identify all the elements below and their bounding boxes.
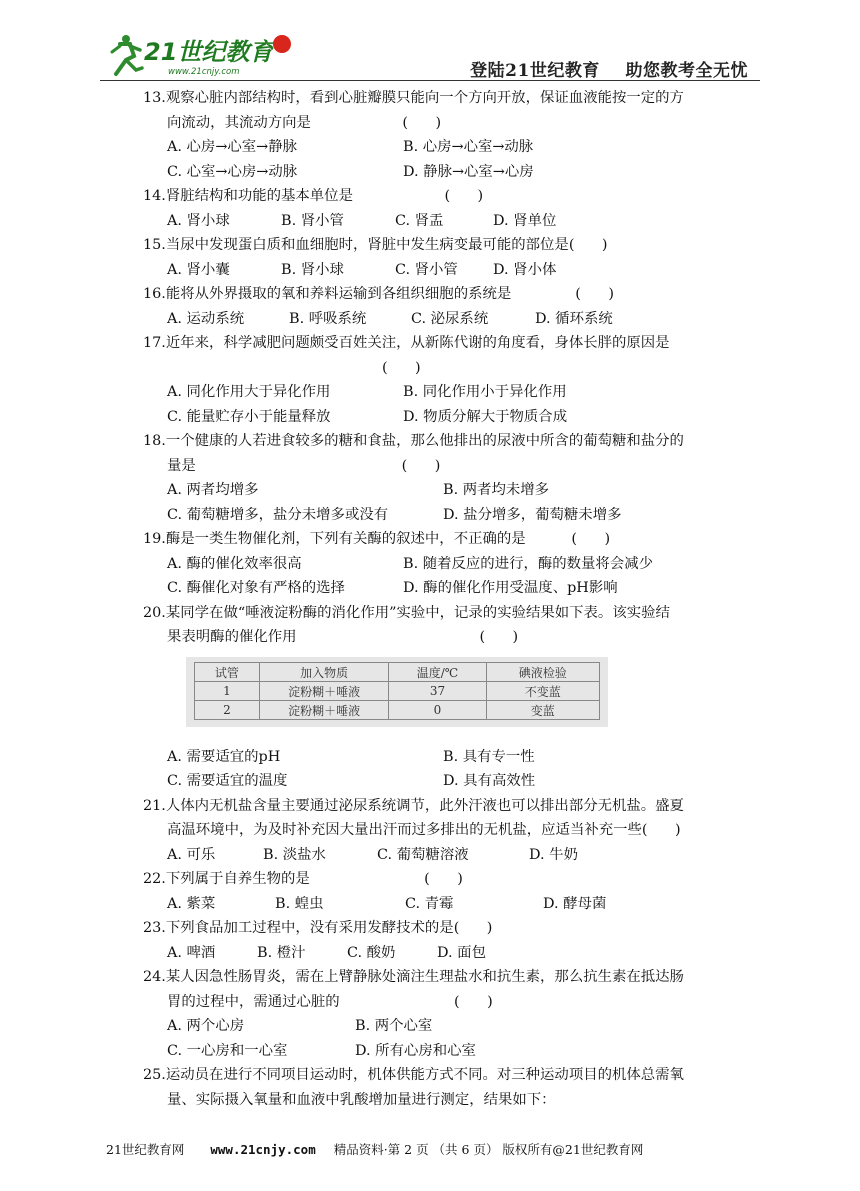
- logo: [106, 30, 306, 80]
- experiment-table: [194, 662, 600, 720]
- table-header-row: [195, 663, 600, 682]
- option-row: [143, 258, 763, 283]
- question-block: [143, 233, 763, 282]
- answer-option[interactable]: B. 同化作用小于异化作用: [403, 384, 567, 400]
- logo-wordmark: 21世纪教育: [144, 38, 274, 66]
- experiment-table-image: [186, 657, 608, 727]
- option-row: [143, 160, 763, 185]
- answer-option[interactable]: D. 肾单位: [493, 212, 557, 229]
- answer-option[interactable]: B. 呼吸系统: [289, 310, 367, 327]
- table-header: 试管: [195, 663, 260, 682]
- logo-url: www.21cnjy.com: [168, 67, 240, 77]
- answer-option[interactable]: A. 肾小球: [167, 212, 230, 229]
- table-cell: 淀粉糊＋唾液: [259, 682, 389, 701]
- page-footer: [106, 1140, 643, 1158]
- table-cell: 2: [195, 701, 260, 720]
- question-block: [143, 1063, 763, 1112]
- answer-option[interactable]: D. 酵母菌: [543, 895, 607, 912]
- option-row: [143, 843, 763, 868]
- answer-option[interactable]: C. 青霉: [405, 895, 454, 912]
- option-row: [143, 135, 763, 160]
- question-block: [143, 282, 763, 331]
- answer-option[interactable]: A. 两者均增多: [167, 482, 259, 498]
- question-stem-continued: 高温环境中，为及时补充因大量出汗而过多排出的无机盐，应适当补充一些( ): [167, 822, 681, 838]
- question-stem: 21.人体内无机盐含量主要通过泌尿系统调节，此外汗液也可以排出部分无机盐。盛夏: [143, 797, 684, 814]
- question-block: [143, 184, 763, 233]
- question-block: [143, 965, 763, 1063]
- runner-icon: [112, 35, 142, 74]
- answer-option[interactable]: B. 肾小球: [281, 261, 344, 278]
- answer-option[interactable]: A. 两个心房: [167, 1018, 245, 1034]
- table-cell: 淀粉糊＋唾液: [259, 701, 389, 720]
- answer-option[interactable]: B. 淡盐水: [263, 846, 326, 863]
- table-header: 温度/℃: [389, 663, 486, 682]
- answer-option[interactable]: D. 静脉→心室→心房: [403, 163, 534, 180]
- option-row: [143, 380, 763, 405]
- question-block: [143, 86, 763, 184]
- header-divider: [100, 80, 760, 81]
- option-row: [143, 892, 763, 917]
- answer-option[interactable]: B. 肾小管: [281, 212, 344, 229]
- answer-option[interactable]: C. 能量贮存小于能量释放: [167, 408, 331, 425]
- question-stem: 25.运动员在进行不同项目运动时，机体供能方式不同。对三种运动项目的机体总需氧: [143, 1067, 684, 1083]
- answer-option[interactable]: B. 蝗虫: [275, 895, 324, 912]
- answer-option[interactable]: D. 循环系统: [535, 310, 613, 327]
- answer-option[interactable]: C. 肾盂: [395, 212, 444, 229]
- page-header: [0, 0, 860, 84]
- question-stem-continued: 量是 ( ): [167, 457, 441, 474]
- option-row: [143, 503, 763, 528]
- question-stem: 17.近年来，科学减肥问题颇受百姓关注，从新陈代谢的角度看，身体长胖的原因是: [143, 335, 670, 351]
- option-row: [143, 552, 763, 577]
- option-row: [143, 769, 763, 794]
- answer-option[interactable]: A. 啤酒: [167, 944, 216, 961]
- option-row: [143, 209, 763, 234]
- answer-option[interactable]: A. 运动系统: [167, 310, 245, 327]
- option-row: [143, 941, 763, 966]
- option-row: [143, 307, 763, 332]
- answer-option[interactable]: B. 随着反应的进行，酶的数量将会减少: [403, 555, 653, 572]
- option-row: [143, 478, 763, 503]
- question-block: [143, 527, 763, 601]
- answer-option[interactable]: D. 牛奶: [529, 846, 578, 863]
- question-stem: 16.能将从外界摄取的氧和养料运输到各组织细胞的系统是 ( ): [143, 286, 614, 302]
- answer-option[interactable]: D. 具有高效性: [443, 773, 536, 789]
- question-stem: 23.下列食品加工过程中，没有采用发酵技术的是( ): [143, 920, 493, 936]
- question-block: [143, 429, 763, 527]
- answer-option[interactable]: A. 酶的催化效率很高: [167, 555, 302, 572]
- answer-option[interactable]: B. 两个心室: [355, 1018, 433, 1034]
- option-row: [143, 576, 763, 601]
- answer-option[interactable]: D. 所有心房和心室: [355, 1042, 476, 1059]
- question-stem: 14.肾脏结构和功能的基本单位是 ( ): [143, 188, 484, 204]
- table-header: 加入物质: [259, 663, 389, 682]
- answer-option[interactable]: C. 葡萄糖溶液: [377, 846, 469, 863]
- answer-option[interactable]: C. 心室→心房→动脉: [167, 163, 298, 180]
- answer-option[interactable]: C. 酶催化对象有严格的选择: [167, 580, 345, 596]
- answer-option[interactable]: B. 橙汁: [257, 944, 306, 961]
- answer-option[interactable]: B. 具有专一性: [443, 748, 535, 765]
- table-cell: 0: [389, 701, 486, 720]
- option-row: [143, 405, 763, 430]
- question-list: [143, 86, 763, 1112]
- question-stem: 15.当尿中发现蛋白质和血细胞时，肾脏中发生病变最可能的部位是( ): [143, 237, 608, 253]
- table-cell: 不变蓝: [486, 682, 599, 701]
- answer-option[interactable]: D. 盐分增多，葡萄糖未增多: [443, 506, 622, 523]
- answer-option[interactable]: C. 泌尿系统: [411, 310, 489, 327]
- answer-option[interactable]: D. 肾小体: [493, 261, 557, 278]
- answer-option[interactable]: A. 心房→心室→静脉: [167, 139, 298, 155]
- question-block: [143, 745, 763, 794]
- question-stem-continued: 果表明酶的催化作用 ( ): [167, 629, 519, 645]
- option-row: [143, 1039, 763, 1064]
- answer-option[interactable]: B. 心房→心室→动脉: [403, 139, 534, 155]
- question-block: [143, 794, 763, 868]
- answer-option[interactable]: A. 同化作用大于异化作用: [167, 384, 331, 400]
- question-stem: 19.酶是一类生物催化剂，下列有关酶的叙述中，不正确的是 ( ): [143, 531, 611, 547]
- answer-option[interactable]: C. 一心房和一心室: [167, 1042, 288, 1059]
- question-block: [143, 916, 763, 965]
- answer-option[interactable]: C. 肾小管: [395, 261, 458, 278]
- table-row: [195, 701, 600, 720]
- footer-url[interactable]: www.21cnjy.com: [210, 1142, 316, 1157]
- question-stem-continued: 向流动，其流动方向是 ( ): [167, 114, 442, 131]
- question-stem: 20.某同学在做“唾液淀粉酶的消化作用”实验中，记录的实验结果如下表。该实验结: [143, 604, 670, 621]
- answer-option[interactable]: A. 肾小囊: [167, 261, 230, 278]
- answer-option[interactable]: C. 需要适宜的温度: [167, 773, 288, 789]
- question-stem: 13.观察心脏内部结构时，看到心脏瓣膜只能向一个方向开放，保证血液能按一定的方: [143, 90, 684, 106]
- option-row: [143, 745, 763, 770]
- question-stem: 24.某人因急性肠胃炎，需在上臂静脉处滴注生理盐水和抗生素，那么抗生素在抵达肠: [143, 969, 684, 985]
- answer-option[interactable]: B. 两者均未增多: [443, 482, 550, 498]
- footer-site: 21世纪教育网: [106, 1142, 185, 1157]
- answer-option[interactable]: A. 需要适宜的pH: [167, 748, 281, 765]
- logo-ball: [273, 35, 291, 53]
- answer-option[interactable]: C. 酸奶: [347, 944, 396, 961]
- question-stem: 22.下列属于自养生物的是 ( ): [143, 871, 463, 887]
- answer-option[interactable]: A. 紫菜: [167, 895, 216, 912]
- header-slogan: 登陆21世纪教育 助您教考全无忧: [470, 61, 748, 81]
- table-cell: 1: [195, 682, 260, 701]
- question-block: [143, 867, 763, 916]
- table-row: [195, 682, 600, 701]
- answer-option[interactable]: A. 可乐: [167, 846, 216, 863]
- question-stem-continued: 胃的过程中，需通过心脏的 ( ): [167, 993, 493, 1010]
- question-block: [143, 331, 763, 429]
- question-stem-continued: ( ): [167, 359, 421, 376]
- answer-option[interactable]: D. 面包: [437, 944, 486, 961]
- table-cell: 37: [389, 682, 486, 701]
- answer-option[interactable]: D. 物质分解大于物质合成: [403, 408, 568, 425]
- question-stem-continued: 量、实际摄入氧量和血液中乳酸增加量进行测定，结果如下：: [167, 1091, 556, 1108]
- answer-option[interactable]: C. 葡萄糖增多，盐分未增多或没有: [167, 506, 389, 523]
- table-cell: 变蓝: [486, 701, 599, 720]
- option-row: [143, 1014, 763, 1039]
- table-header: 碘液检验: [486, 663, 599, 682]
- footer-page-info: 精品资料·第 2 页 （共 6 页） 版权所有@21世纪教育网: [333, 1142, 644, 1157]
- question-stem: 18.一个健康的人若进食较多的糖和食盐，那么他排出的尿液中所含的葡萄糖和盐分的: [143, 433, 684, 449]
- answer-option[interactable]: D. 酶的催化作用受温度、pH影响: [403, 580, 618, 596]
